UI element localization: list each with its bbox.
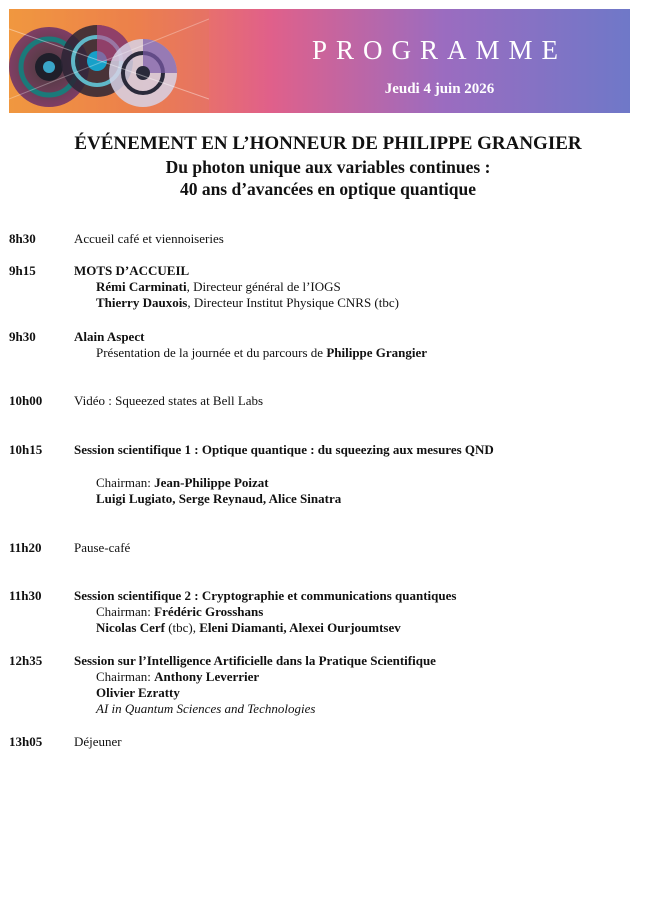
speaker-name: Rémi Carminati [96, 279, 187, 294]
header-banner [9, 9, 630, 113]
chairman-name: Frédéric Grosshans [154, 604, 264, 619]
item-title: Pause-café [74, 540, 131, 555]
title-block [0, 131, 656, 200]
speaker-role: , Directeur Institut Physique CNRS (tbc) [187, 295, 399, 310]
item-title: Session scientifique 1 : Optique quantique : du squeezing aux mesures QND [74, 442, 494, 457]
speaker-name: Thierry Dauxois [96, 295, 188, 310]
speaker-names: Eleni Diamanti, Alexei Ourjoumtsev [199, 620, 401, 635]
chairman-label: Chairman: [96, 669, 155, 684]
item-title: Session sur l’Intelligence Artificielle dans la Pratique Scientifique [74, 653, 436, 668]
event-title: ÉVÉNEMENT EN L’HONNEUR DE PHILIPPE GRANGIER [74, 133, 582, 154]
banner-title: PROGRAMME [311, 35, 568, 65]
chairman-name: Anthony Leverrier [154, 669, 260, 684]
speakers-line: Luigi Lugiato, Serge Reynaud, Alice Sinatra [96, 491, 342, 506]
speaker-name: Olivier Ezratty [96, 685, 180, 700]
banner-date: Jeudi 4 juin 2026 [384, 81, 495, 97]
event-subtitle-line-2: 40 ans d’avancées en optique quantique [179, 179, 477, 199]
item-detail-line [74, 475, 646, 491]
item-title: MOTS D’ACCUEIL [74, 263, 190, 278]
speaker-note: (tbc), [164, 620, 200, 635]
speaker-role: , Directeur général de l’IOGS [186, 279, 341, 294]
speakers-line [74, 620, 646, 636]
item-time: 13h05 [9, 734, 43, 749]
item-title: Déjeuner [74, 734, 122, 749]
item-detail-line [74, 295, 646, 311]
event-subtitle-line-1: Du photon unique aux variables continues : [165, 157, 491, 177]
item-time: 10h00 [9, 393, 43, 408]
item-detail-line [74, 279, 646, 295]
item-detail-line [74, 669, 646, 685]
item-time: 10h15 [9, 442, 43, 457]
item-detail-line [74, 604, 646, 620]
item-time: 12h35 [9, 653, 43, 668]
talk-title: AI in Quantum Sciences and Technologies [96, 701, 316, 716]
item-title: Vidéo : Squeezed states at Bell Labs [74, 393, 264, 408]
optical-lens-illustration [9, 9, 209, 113]
item-time: 11h30 [9, 588, 42, 603]
item-time: 11h20 [9, 540, 42, 555]
speaker-name: Nicolas Cerf [96, 620, 165, 635]
item-detail-line [74, 345, 646, 361]
item-title: Alain Aspect [74, 329, 145, 344]
item-description: Présentation de la journée et du parcours de [96, 345, 327, 360]
item-time: 9h15 [9, 263, 36, 278]
item-title: Session scientifique 2 : Cryptographie et communications quantiques [74, 588, 457, 603]
item-time: 9h30 [9, 329, 36, 344]
chairman-name: Jean-Philippe Poizat [154, 475, 269, 490]
item-title: Accueil café et viennoiseries [74, 231, 224, 246]
item-time: 8h30 [9, 231, 36, 246]
speaker-name: Philippe Grangier [326, 345, 428, 360]
chairman-label: Chairman: [96, 475, 155, 490]
chairman-label: Chairman: [96, 604, 155, 619]
